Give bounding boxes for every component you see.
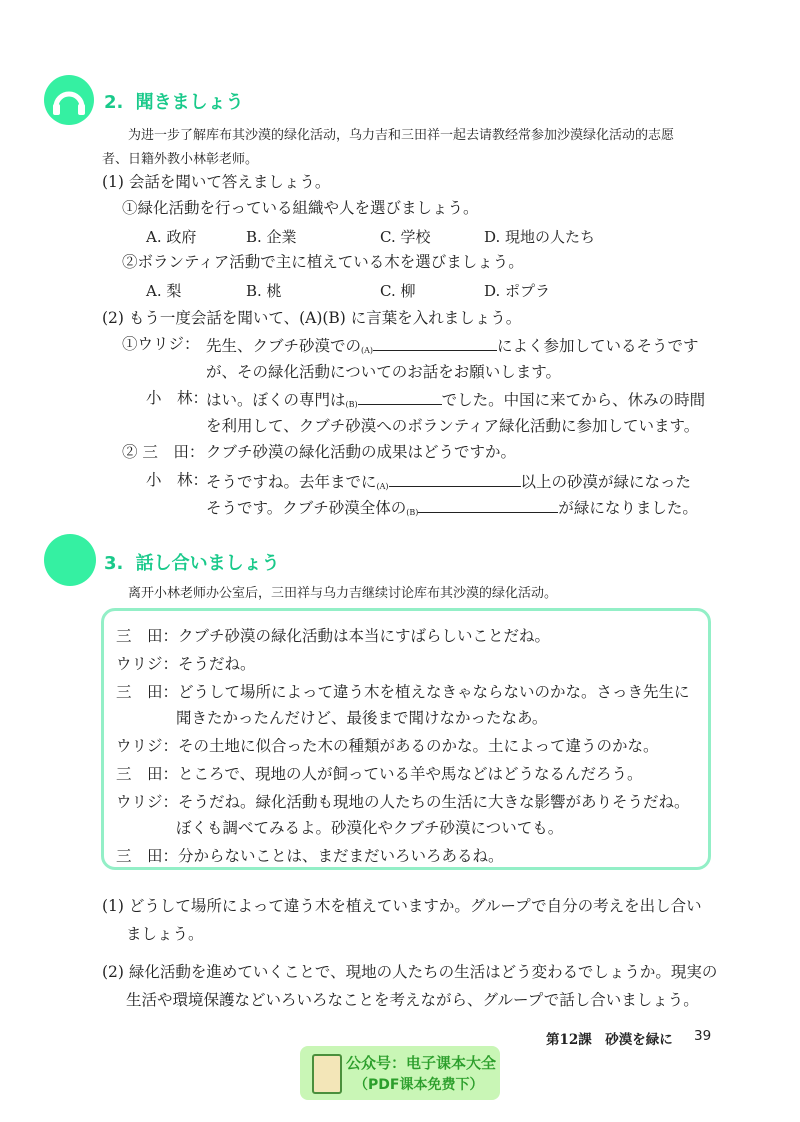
page-number: 39 [694, 1028, 712, 1044]
q1a-option-c: C. 学校 [380, 228, 431, 246]
dialog-1-line2: が、その緑化活動についてのお話をお願いします。 [206, 363, 561, 381]
dialog-4-line1 [206, 470, 691, 497]
watermark-line2: （PDF课本免费下） [354, 1077, 484, 1093]
blank-b2-field[interactable] [418, 496, 558, 513]
lesson-footer: 第12課 砂漠を緑に [546, 1032, 673, 1048]
dialog-1-line1 [206, 334, 699, 361]
discussion-question-1-line2: ましょう。 [126, 925, 204, 943]
dialog-2-speaker: 小 林： [146, 389, 209, 407]
conversation-line: ぼくも調べてみるよ。砂漠化やクブチ砂漠についても。 [176, 819, 564, 837]
question-2: (2) もう一度会話を聞いて、(A)(B) に言葉を入れましょう。 [102, 309, 522, 327]
question-1: (1) 会話を聞いて答えましょう。 [102, 173, 331, 191]
section-2-intro-line2: 者、日籍外教小林彰老师。 [102, 152, 259, 167]
dialog-2-line1-start: はい。ぼくの専門は [206, 391, 346, 409]
book-icon [312, 1054, 342, 1094]
dialog-4-speaker: 小 林： [146, 471, 209, 489]
dialog-4-line2-start: そうです。クブチ砂漠全体の [206, 499, 407, 517]
conversation-line: 三 田：どうして場所によって違う木を植えなきゃならないのかな。さっき先生に [116, 683, 690, 701]
dialog-2-line1 [206, 388, 705, 415]
section-2-intro-line1: 为进一步了解库布其沙漠的绿化活动，乌力吉和三田祥一起去请教经常参加沙漠绿化活动的志愿 [128, 128, 675, 143]
blank-a-field[interactable] [373, 334, 497, 351]
dialog-4-line1-end: 以上の砂漠が緑になった [520, 473, 692, 491]
blank-a2-label: (A) [376, 482, 389, 491]
watermark-line1: 公众号：电子课本大全 [346, 1054, 497, 1072]
blank-b-field[interactable] [358, 388, 442, 405]
discussion-question-2-line2: 生活や環境保護などいろいろなことを考えながら、グループで話し合いましょう。 [126, 991, 699, 1009]
dialog-1-line1-end: によく参加しているそうです [497, 337, 699, 355]
section-2-heading: 聞きましょう [135, 92, 244, 113]
section-3-circle-icon [44, 534, 96, 586]
headphones-icon [44, 75, 94, 125]
section-3-title [104, 549, 280, 575]
question-1b: ②ボランティア活動で主に植えている木を選びましょう。 [122, 253, 524, 271]
dialog-3-speaker: ② 三 田： [122, 443, 205, 461]
section-2-number: 2. [104, 92, 124, 113]
section-2-title [104, 88, 244, 114]
conversation-line: 三 田：分からないことは、まだまだいろいろあるね。 [116, 847, 504, 865]
q1b-option-d: D. ポプラ [484, 282, 551, 300]
conversation-line: ウリジ：そうだね。緑化活動も現地の人たちの生活に大きな影響がありそうだね。 [116, 793, 690, 811]
q1a-option-d: D. 現地の人たち [484, 228, 596, 246]
dialog-3-line1: クブチ砂漠の緑化活動の成果はどうですか。 [206, 443, 517, 461]
dialog-1-line1-start: 先生、クブチ砂漠での [206, 337, 362, 355]
discussion-question-2-line1: (2) 緑化活動を進めていくことで、現地の人たちの生活はどう変わるでしょうか。現実の [102, 963, 718, 981]
section-3-number: 3. [104, 553, 124, 574]
blank-b2-label: (B) [406, 508, 419, 517]
conversation-line: 聞きたかったんだけど、最後まで聞けなかったなあ。 [176, 709, 548, 727]
discussion-question-1-line1: (1) どうして場所によって違う木を植えていますか。グループで自分の考えを出し合い [102, 897, 702, 915]
dialog-2-line2: を利用して、クブチ砂漠へのボランティア緑化活動に参加しています。 [206, 417, 700, 435]
section-3-heading: 話し合いましょう [135, 553, 280, 574]
conversation-line: ウリジ：そうだね。 [116, 655, 256, 673]
q1b-option-a: A. 梨 [146, 282, 182, 300]
blank-a2-field[interactable] [389, 470, 521, 487]
q1a-option-a: A. 政府 [146, 228, 197, 246]
q1a-option-b: B. 企業 [246, 228, 297, 246]
blank-b-label: (B) [345, 400, 358, 409]
question-1a: ①緑化活動を行っている組織や人を選びましょう。 [122, 199, 479, 217]
conversation-line: 三 田：クブチ砂漠の緑化活動は本当にすばらしいことだね。 [116, 627, 551, 645]
dialog-4-line2 [206, 496, 698, 523]
dialog-4-line1-start: そうですね。去年までに [206, 473, 377, 491]
conversation-line: 三 田：ところで、現地の人が飼っている羊や馬などはどうなるんだろう。 [116, 765, 643, 783]
dialog-4-line2-end: が緑になりました。 [558, 499, 698, 517]
section-3-intro: 离开小林老师办公室后，三田祥与乌力吉继续讨论库布其沙漠的绿化活动。 [128, 586, 558, 601]
q1b-option-b: B. 桃 [246, 282, 282, 300]
dialog-2-line1-end: でした。中国に来てから、休みの時間 [441, 391, 706, 409]
dialog-1-speaker: ①ウリジ： [122, 335, 200, 353]
blank-a-label: (A) [361, 346, 374, 355]
q1b-option-c: C. 柳 [380, 282, 416, 300]
conversation-line: ウリジ：その土地に似合った木の種類があるのかな。土によって違うのかな。 [116, 737, 659, 755]
watermark-badge [300, 1046, 500, 1100]
headphones-glyph [44, 75, 94, 125]
